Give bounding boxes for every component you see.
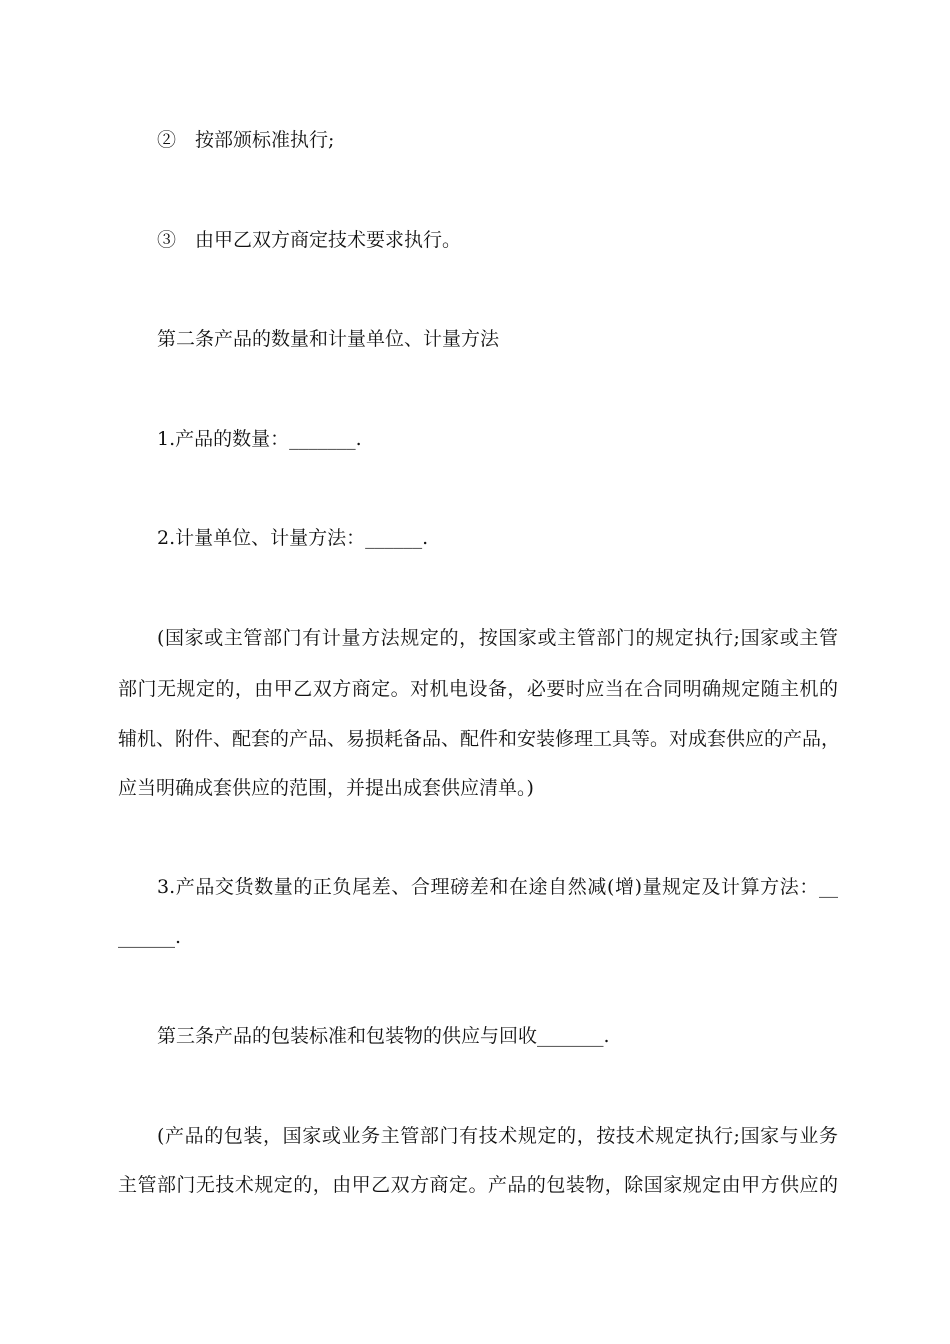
packaging-note-line-2: 主管部门无技术规定的，由甲乙双方商定。产品的包装物，除国家规定由甲方供应的 xyxy=(118,1174,838,1196)
item-3-negotiated-requirements: ③ 由甲乙双方商定技术要求执行。 xyxy=(157,229,462,251)
clause-2-1-quantity: 1.产品的数量：_______. xyxy=(157,428,362,450)
note-paragraph-line-2: 部门无规定的，由甲乙双方商定。对机电设备，必要时应当在合同明确规定随主机的 xyxy=(118,678,838,700)
packaging-note-line-1: (产品的包装，国家或业务主管部门有技术规定的，按技术规定执行;国家与业务 xyxy=(157,1125,838,1147)
item-2-by-ministry-standard: ② 按部颁标准执行; xyxy=(157,129,335,151)
clause-2-3-line-1: 3.产品交货数量的正负尾差、合理磅差和在途自然减(增)量规定及计算方法：__ xyxy=(157,876,838,898)
note-paragraph-line-3: 辅机、附件、配套的产品、易损耗备品、配件和安装修理工具等。对成套供应的产品， xyxy=(118,728,841,750)
clause-2-3-line-2: ______. xyxy=(118,926,182,948)
article-2-heading: 第二条产品的数量和计量单位、计量方法 xyxy=(157,328,500,350)
clause-2-2-unit-method: 2.计量单位、计量方法：______. xyxy=(157,527,429,549)
note-paragraph-line-1: (国家或主管部门有计量方法规定的，按国家或主管部门的规定执行;国家或主管 xyxy=(157,627,838,649)
article-3-heading: 第三条产品的包装标准和包装物的供应与回收_______. xyxy=(157,1025,610,1047)
note-paragraph-line-4: 应当明确成套供应的范围，并提出成套供应清单。) xyxy=(118,777,534,799)
